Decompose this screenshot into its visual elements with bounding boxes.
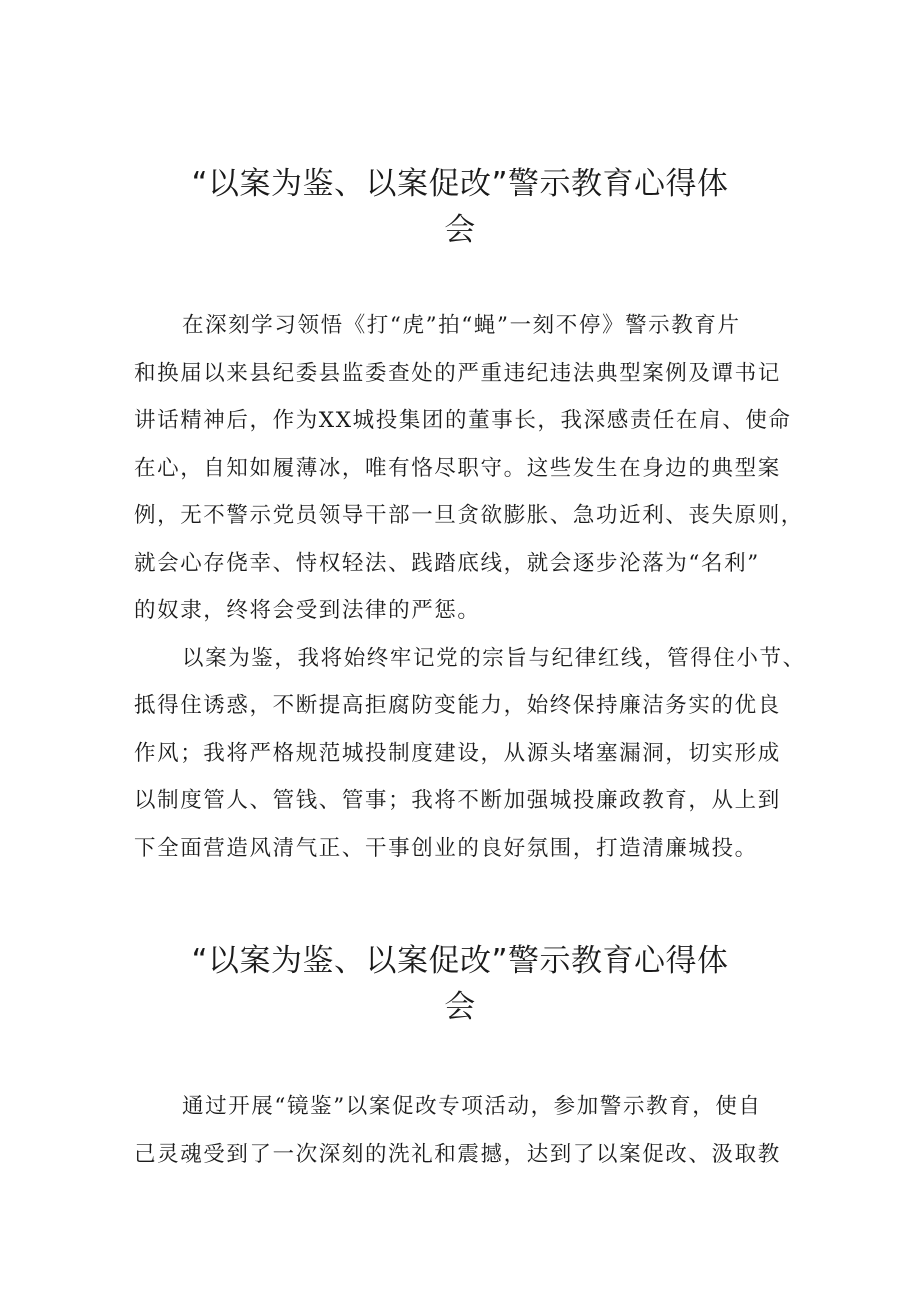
text-line: 和换届以来县纪委县监委查处的严重违纪违法典型案例及谭书记 bbox=[134, 360, 781, 386]
text-line: 以案为鉴，我将始终牢记党的宗旨与纪律红线，管得住小节、 bbox=[182, 645, 806, 671]
section-2-body bbox=[134, 1083, 794, 1178]
text-line: 在心，自知如履薄冰，唯有恪尽职守。这些发生在身边的典型案 bbox=[134, 455, 781, 481]
text-line: 作风；我将严格规范城投制度建设，从源头堵塞漏洞，切实形成 bbox=[134, 740, 781, 766]
text-line: 以制度管人、管钱、管事；我将不断加强城投廉政教育，从上到 bbox=[134, 788, 781, 813]
section-1-paragraph-2 bbox=[134, 635, 806, 873]
text-line: 下全面营造风清气正、干事创业的良好氛围，打造清廉城投。 bbox=[134, 835, 758, 861]
text-line: 的奴隶，终将会受到法律的严惩。 bbox=[134, 598, 481, 623]
text-line: 例，无不警示党员领导干部一旦贪欲膨胀、急功近利、丧失原则， bbox=[134, 503, 804, 528]
section-2-title bbox=[170, 938, 750, 1030]
section-2-title-line-1: “以案为鉴、以案促改”警示教育心得体 bbox=[191, 943, 729, 979]
section-1-paragraph-1 bbox=[134, 302, 804, 635]
section-1-body bbox=[134, 302, 806, 872]
section-2-title-line-2: 会 bbox=[444, 989, 476, 1025]
text-line: 讲话精神后，作为XX城投集团的董事长，我深感责任在肩、使命 bbox=[134, 408, 792, 433]
text-line: 在深刻学习领悟《打“虎”拍“蝇”一刻不停》警示教育片 bbox=[182, 313, 741, 338]
section-1-title-line-2: 会 bbox=[444, 212, 476, 248]
section-1-title-line-1: “以案为鉴、以案促改”警示教育心得体 bbox=[191, 166, 729, 202]
text-line: 就会心存侥幸、恃权轻法、践踏底线，就会逐步沦落为“名利” bbox=[134, 550, 760, 576]
text-line: 通过开展“镜鉴”以案促改专项活动，参加警示教育，使自 bbox=[182, 1094, 762, 1119]
text-line: 抵得住诱惑，不断提高拒腐防变能力，始终保持廉洁务实的优良 bbox=[134, 693, 781, 718]
section-2-paragraph-1 bbox=[134, 1083, 794, 1178]
text-line: 己灵魂受到了一次深刻的洗礼和震撼，达到了以案促改、汲取教 bbox=[134, 1141, 781, 1167]
section-1-title bbox=[170, 161, 750, 253]
